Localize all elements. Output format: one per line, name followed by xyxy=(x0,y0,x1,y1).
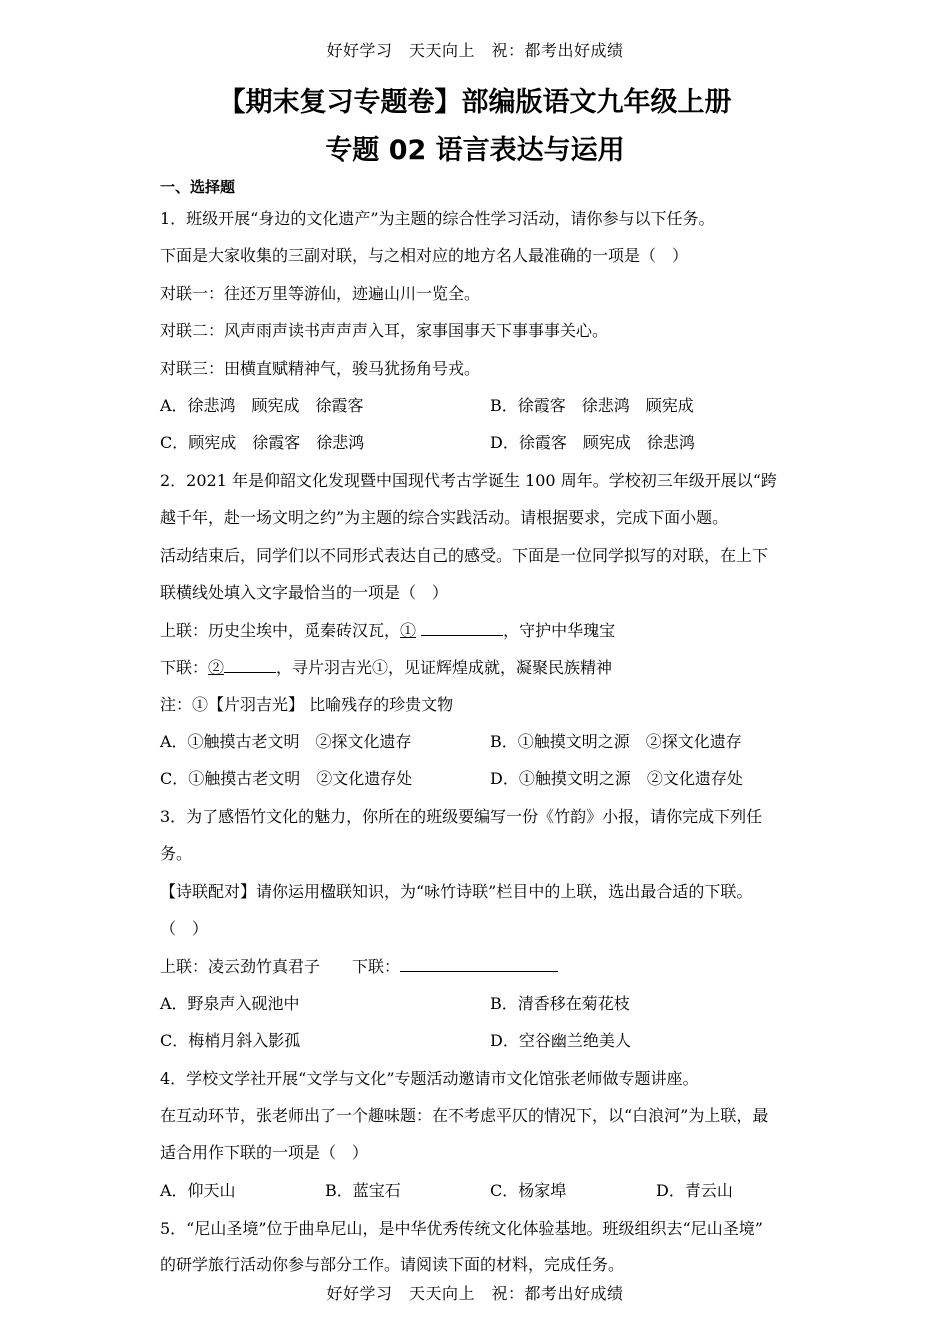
blank-marker-1: ① xyxy=(400,621,417,640)
q4-prompt-line2: 适合用作下联的一项是（ ） xyxy=(160,1143,369,1162)
q2-prompt-line2: 联横线处填入文字最恰当的一项是（ ） xyxy=(160,583,449,602)
q4-option-d: D．青云山 xyxy=(656,1181,733,1200)
q2-stem-line2: 越千年，赴一场文明之约”为主题的综合实践活动。请根据要求，完成下面小题。 xyxy=(160,508,729,527)
q1-option-b: B．徐霞客 徐悲鸿 顾宪成 xyxy=(490,396,694,415)
q4-option-c: C．杨家埠 xyxy=(490,1181,567,1200)
section-heading: 一、选择题 xyxy=(160,178,236,196)
q5-stem-line1: 5．“尼山圣境”位于曲阜尼山，是中华优秀传统文化体验基地。班级组织去“尼山圣境” xyxy=(160,1219,763,1238)
q3-option-b: B．清香移在菊花枝 xyxy=(490,994,630,1013)
q4-stem: 4．学校文学社开展“文学与文化”专题活动邀请市文化馆张老师做专题讲座。 xyxy=(160,1069,699,1088)
page-footer: 好好学习 天天向上 祝：都考出好成绩 xyxy=(326,1284,624,1303)
q1-stem: 1．班级开展“身边的文化遗产”为主题的综合性学习活动，请你参与以下任务。 xyxy=(160,209,715,228)
fill-blank-3 xyxy=(400,957,558,972)
q3-upper-couplet: 上联：凌云劲竹真君子 下联： xyxy=(160,954,558,977)
q2-prompt-line1: 活动结束后，同学们以不同形式表达自己的感受。下面是一位同学拟写的对联，在上下 xyxy=(160,546,769,565)
q1-prompt: 下面是大家收集的三副对联，与之相对应的地方名人最准确的一项是（ ） xyxy=(160,246,689,265)
q1-option-a: A．徐悲鸿 顾宪成 徐霞客 xyxy=(160,396,364,415)
q3-stem-line1: 3．为了感悟竹文化的魅力，你所在的班级要编写一份《竹韵》小报，请你完成下列任 xyxy=(160,807,763,826)
q1-option-c: C．顾宪成 徐霞客 徐悲鸿 xyxy=(160,433,365,452)
q4-option-b: B．蓝宝石 xyxy=(325,1181,401,1200)
q3-option-a: A．野泉声入砚池中 xyxy=(160,994,300,1013)
q3-stem-line2: 务。 xyxy=(160,844,193,863)
q2-option-d: D．①触摸文明之源 ②文化遗存处 xyxy=(490,769,743,788)
q3-option-c: C．梅梢月斜入影孤 xyxy=(160,1031,301,1050)
q3-prompt-line1: 【诗联配对】请你运用楹联知识，为“咏竹诗联”栏目中的上联，选出最合适的下联。 xyxy=(160,882,753,901)
q1-couplet-3: 对联三：田横直赋精神气，骏马犹扬角号戎。 xyxy=(160,359,481,378)
q2-stem-line1: 2．2021 年是仰韶文化发现暨中国现代考古学诞生 100 周年。学校初三年级开展以“跨 xyxy=(160,471,777,490)
document-subtitle: 专题 02 语言表达与运用 xyxy=(325,135,625,166)
q2-option-c: C．①触摸古老文明 ②文化遗存处 xyxy=(160,769,413,788)
q2-option-a: A．①触摸古老文明 ②探文化遗存 xyxy=(160,732,412,751)
q1-couplet-2: 对联二：风声雨声读书声声声入耳，家事国事天下事事事关心。 xyxy=(160,321,609,340)
fill-blank-1 xyxy=(421,621,503,636)
page-header: 好好学习 天天向上 祝：都考出好成绩 xyxy=(326,41,624,60)
q2-lower-couplet: 下联：② ，寻片羽吉光①，见证辉煌成就，凝聚民族精神 xyxy=(160,658,613,677)
q1-couplet-1: 对联一：往还万里等游仙，迹遍山川一览全。 xyxy=(160,284,481,303)
q1-option-d: D．徐霞客 顾宪成 徐悲鸿 xyxy=(490,433,695,452)
q4-option-a: A．仰天山 xyxy=(160,1181,236,1200)
q2-note: 注：①【片羽吉光】 比喻残存的珍贵文物 xyxy=(160,695,454,714)
q3-option-d: D．空谷幽兰绝美人 xyxy=(490,1031,631,1050)
blank-marker-2: ② xyxy=(208,658,225,677)
fill-blank-2 xyxy=(224,658,276,673)
q2-upper-couplet: 上联：历史尘埃中，觅秦砖汉瓦，① ，守护中华瑰宝 xyxy=(160,621,616,640)
q3-prompt-line2: （ ） xyxy=(160,919,209,938)
q5-stem-line2: 的研学旅行活动你参与部分工作。请阅读下面的材料，完成任务。 xyxy=(160,1255,625,1274)
q4-prompt-line1: 在互动环节，张老师出了一个趣味题：在不考虑平仄的情况下，以“白浪河”为上联，最 xyxy=(160,1106,769,1125)
q2-option-b: B．①触摸文明之源 ②探文化遗存 xyxy=(490,732,742,751)
document-title: 【期末复习专题卷】部编版语文九年级上册 xyxy=(218,87,732,118)
